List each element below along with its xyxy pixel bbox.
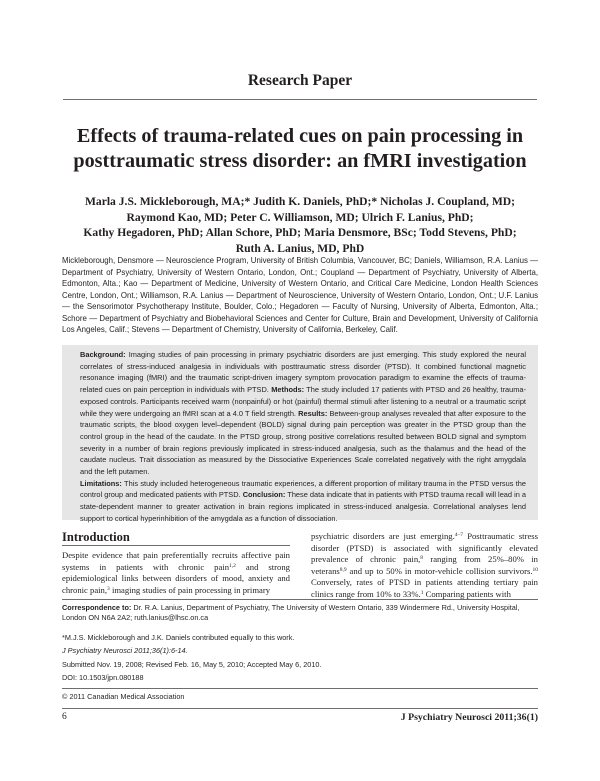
citation: 1,2 <box>229 562 236 569</box>
body-text: Despite evidence that pain preferentially recruits affective pain systems in patients with chronic pain <box>62 550 290 572</box>
author-line: Kathy Hegadoren, PhD; Allan Schore, PhD; Maria Densmore, BSc; Todd Stevens, PhD; <box>83 226 517 240</box>
body-text: Comparing patients with <box>423 588 511 599</box>
abstract-conclusion-label: Conclusion: <box>242 490 286 500</box>
page-number: 6 <box>62 712 67 722</box>
header-rule <box>63 99 537 100</box>
abstract-methods-label: Methods: <box>271 385 305 395</box>
abstract-limitations-label: Limitations: <box>80 478 122 488</box>
citation: 8,9 <box>339 566 347 573</box>
copyright-rule <box>62 688 538 689</box>
body-text: psychiatric disorders are just emerging. <box>311 531 455 541</box>
article-title <box>55 124 545 174</box>
copyright: © 2011 Canadian Medical Association <box>62 692 185 701</box>
submission-dates: Submitted Nov. 19, 2008; Revised Feb. 16, May 5, 2010; Accepted May 6, 2010. <box>62 660 322 669</box>
equal-contribution-note: *M.J.S. Mickleborough and J.K. Daniels contributed equally to this work. <box>62 633 295 642</box>
correspondence-text: Dr. R.A. Lanius, Department of Psychiatry, The University of Western Ontario, 339 Windermere Rd., University Hospital, London ON N6A 2A2; ruth.lanius@lhsc.on.ca <box>62 603 520 622</box>
body-text: and up to 50% in motor-vehicle collision survivors. <box>346 565 533 576</box>
journal-citation: J Psychiatry Neurosci 2011;36(1):6-14. <box>62 646 188 655</box>
introduction-left-column <box>62 550 290 596</box>
citation: 10 <box>532 566 538 573</box>
citation: 3 <box>107 585 110 592</box>
abstract-results-label: Results: <box>298 408 328 418</box>
body-text: Conversely, rates of PTSD in patients attending tertiary pain clinics range from 10% to 33%. <box>311 577 538 599</box>
body-text: imaging studies of pain processing in primary <box>109 584 271 595</box>
author-list <box>60 194 540 256</box>
author-line: Raymond Kao, MD; Peter C. Williamson, MD; Ulrich F. Lanius, PhD; <box>126 210 474 224</box>
abstract-background-text: Imaging studies of pain processing in primary psychiatric disorders are just emerging. This study explored the neural correlates of stress-induced analgesia in individuals with posttraumatic stress disorder (PTSD). It combined functional magnetic resonance imaging (fMRI) and the traumatic script-driven imagery symptom provocation paradigm to examine the effects of trauma-related cues on pain perception in individuals with PTSD. <box>80 350 526 395</box>
body-text: and strong epidemiological links between disorders of mood, anxiety and chronic pain, <box>62 561 290 595</box>
author-line: Ruth A. Lanius, MD, PhD <box>235 241 365 255</box>
body-text: ranging from 25%–80% in veterans <box>311 554 538 576</box>
title-line-2: posttraumatic stress disorder: an fMRI investigation <box>73 150 527 172</box>
correspondence-label: Correspondence to: <box>62 603 132 612</box>
abstract-conclusion-text: These data indicate that in patients with PTSD trauma recall will lead in a state-dependent manner to greater activation in brain regions implicated in stress-induced analgesia. Correlational analyses lend support to cortical hyperinhibition of the amygdala as a function of dissociation. <box>80 490 526 523</box>
correspondence-note <box>62 603 538 622</box>
citation: 1 <box>420 589 424 596</box>
citation: 8 <box>420 555 424 562</box>
running-footer: J Psychiatry Neurosci 2011;36(1) <box>400 712 538 723</box>
author-line: Marla J.S. Mickleborough, MA;* Judith K. Daniels, PhD;* Nicholas J. Coupland, MD; <box>84 195 516 208</box>
abstract-limitations-text: This study included heterogeneous traumatic experiences, a different proportion of military trauma in the PTSD versus the control group and medicated patients with PTSD. <box>80 478 526 500</box>
affiliations: Mickleborough, Densmore — Neuroscience Program, University of British Columbia, Vancouver, BC; Daniels, Williamson, R.A. Lanius — Department of Psychiatry, University of Western Ontario, London, Ont.; Coupland — Department of Psychiatry, University of Alberta, Edmonton, Alta.; Kao — Department of Medicine, University of Western Ontario, and Critical Care Medicine, London Health Sciences Centre, London, Ont.; Williamson, R.A. Lanius — Department of Neuroscience, University of Western Ontario, London, Ont.; U.F. Lanius — the Sensorimotor Psychotherapy Institute, Boulder, Colo.; Hegadoren — Faculty of Nursing, University of Alberta, Edmonton, Alta.; Schore — Department of Psychiatry and Biobehavioral Sciences and Center for Culture, Brain and Development, University of California Los Angeles, Calif.; Stevens — Department of Chemistry, University of California, Berkeley, Calif. <box>62 256 538 335</box>
section-label: Research Paper <box>247 72 353 89</box>
title-line-1: Effects of trauma-related cues on pain processing in <box>76 125 524 147</box>
abstract-results-text: Between-group analyses revealed that after exposure to the traumatic scripts, the blood oxygen level–dependent (BOLD) signal during pain perception was greater in the PTSD group than the control group in the head of the caudate. In the PTSD group, strong positive correlations resulted between BOLD signal and symptom severity in a number of brain regions previously implicated in stress-induced analgesia, such as the thalamus and the head of the caudate nucleus. Trait dissociation as measured by the Dissociative Experiences Scale correlated negatively with the right amygdala and the left putamen. <box>80 408 527 477</box>
abstract <box>80 349 526 525</box>
introduction-rule <box>62 545 290 546</box>
footnote-rule <box>62 599 538 600</box>
abstract-background-label: Background: <box>80 350 126 359</box>
abstract-methods-text: The study included 17 patients with PTSD and 26 healthy, trauma-exposed controls. Participants received warm (nonpainful) or hot (painful) thermal stimuli after listening to a neutral or a traumatic script while they were undergoing an fMRI scan at a 4.0 T field strength. <box>80 385 526 418</box>
introduction-heading: Introduction <box>62 530 130 544</box>
introduction-right-column <box>311 531 538 601</box>
doi: DOI: 10.1503/jpn.080188 <box>62 673 144 682</box>
citation: 4–7 <box>454 532 464 538</box>
footer-rule <box>62 708 538 709</box>
body-text: Posttraumatic stress disorder (PTSD) is associated with significantly elevated prevalence of chronic pain, <box>311 531 538 565</box>
